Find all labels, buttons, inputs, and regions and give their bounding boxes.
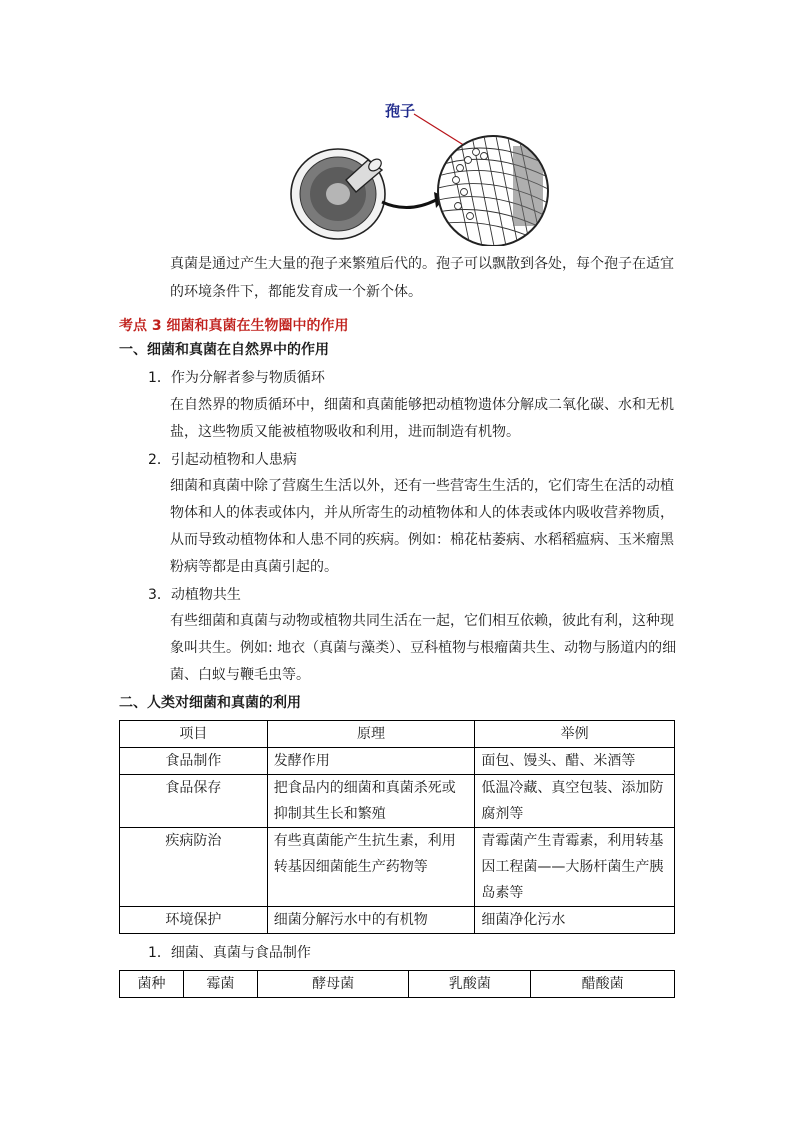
item2-title: 2．引起动植物和人患病 (148, 452, 297, 468)
table-cell: 青霉菌产生青霉素，利用转基因工程菌——大肠杆菌生产胰岛素等 (475, 828, 675, 907)
table-header-cell: 项目 (120, 721, 268, 748)
table-header-cell: 举例 (475, 721, 675, 748)
item3-line-1: 有些细菌和真菌与动物或植物共同生活在一起，它们相互依赖，彼此有利，这种现 (170, 613, 674, 629)
table-header-cell: 菌种 (120, 971, 184, 998)
table-header-cell: 乳酸菌 (409, 971, 531, 998)
item2-line-3: 从而导致动植物体和人患不同的疾病。例如：棉花枯萎病、水稻稻瘟病、玉米瘤黑 (170, 532, 674, 548)
table-cell: 食品保存 (120, 775, 268, 828)
section-heading: 考点 3 细菌和真菌在生物圈中的作用 (119, 318, 349, 334)
item1-line-1: 在自然界的物质循环中，细菌和真菌能够把动植物遗体分解成二氧化碳、水和无机 (170, 397, 674, 413)
item3-line-3: 菌、白蚁与鞭毛虫等。 (170, 667, 310, 683)
table-cell: 环境保护 (120, 907, 268, 934)
intro-line-1: 真菌是通过产生大量的孢子来繁殖后代的。孢子可以飘散到各处，每个孢子在适宜 (170, 256, 674, 272)
intro-line-2: 的环境条件下，都能发育成一个新个体。 (170, 284, 422, 300)
mushroom-spore-figure (288, 96, 550, 246)
table-cell: 发酵作用 (267, 748, 475, 775)
table-cell: 面包、馒头、醋、米酒等 (475, 748, 675, 775)
part2-heading: 二、人类对细菌和真菌的利用 (119, 695, 301, 711)
table-cell: 疾病防治 (120, 828, 268, 907)
table-cell: 食品制作 (120, 748, 268, 775)
table-cell: 细菌分解污水中的有机物 (267, 907, 475, 934)
magnified-spore-view (438, 136, 550, 246)
spore-label: 孢子 (385, 102, 416, 120)
table-row (120, 748, 675, 775)
sub1-title: 1．细菌、真菌与食品制作 (148, 945, 311, 961)
item1-line-2: 盐，这些物质又能被植物吸收和利用，进而制造有机物。 (170, 424, 520, 440)
arrow-icon (382, 200, 436, 208)
table-header-cell: 醋酸菌 (531, 971, 675, 998)
table-cell: 有些真菌能产生抗生素，利用转基因细菌能生产药物等 (267, 828, 475, 907)
item2-line-2: 物体和人的体表或体内，并从所寄生的动植物体和人的体表或体内吸收营养物质， (170, 505, 674, 521)
item3-line-2: 象叫共生。例如: 地衣（真菌与藻类）、豆科植物与根瘤菌共生、动物与肠道内的细 (170, 640, 677, 656)
table-header-row (120, 721, 675, 748)
table-header-cell: 酵母菌 (257, 971, 409, 998)
part1-heading: 一、细菌和真菌在自然界中的作用 (119, 342, 329, 358)
table-header-cell: 原理 (267, 721, 475, 748)
table-cell: 低温冷藏、真空包装、添加防腐剂等 (475, 775, 675, 828)
mushroom-cap-illustration (291, 149, 385, 239)
table-cell: 把食品内的细菌和真菌杀死或抑制其生长和繁殖 (267, 775, 475, 828)
table-row (120, 775, 675, 828)
table-row (120, 828, 675, 907)
table-header-row (120, 971, 675, 998)
table-row (120, 907, 675, 934)
item3-title: 3．动植物共生 (148, 587, 241, 603)
table-cell: 细菌净化污水 (475, 907, 675, 934)
item2-line-1: 细菌和真菌中除了营腐生生活以外，还有一些营寄生生活的，它们寄生在活的动植 (170, 478, 674, 494)
table-header-cell: 霉菌 (183, 971, 257, 998)
utilization-table (119, 720, 675, 934)
item2-line-4: 粉病等都是由真菌引起的。 (170, 559, 338, 575)
food-production-table (119, 970, 675, 998)
item1-title: 1．作为分解者参与物质循环 (148, 370, 325, 386)
